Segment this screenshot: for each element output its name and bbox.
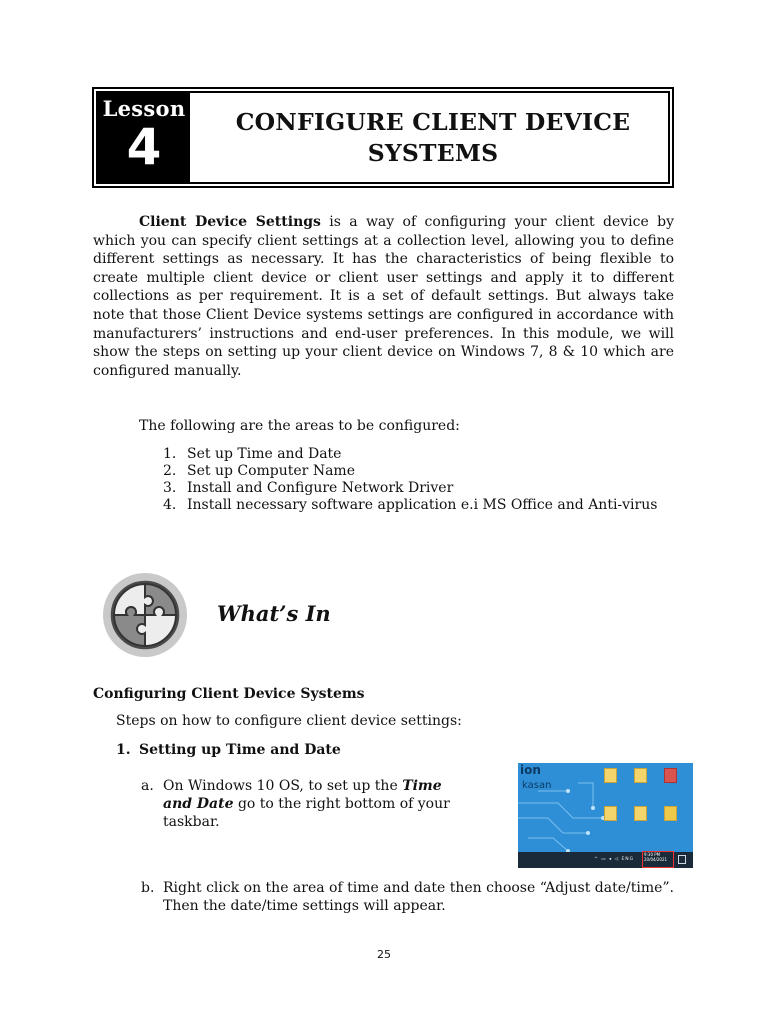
sub-step-a-text xyxy=(163,777,461,831)
notification-icon[interactable] xyxy=(678,855,686,864)
desktop-file-icon[interactable] xyxy=(604,806,617,821)
list-item-text: Install and Configure Network Driver xyxy=(187,480,454,496)
list-item xyxy=(139,446,674,463)
list-item-text: Set up Computer Name xyxy=(187,463,355,479)
lesson-title-line2: SYSTEMS xyxy=(367,138,499,167)
list-item-number: 4. xyxy=(163,497,177,513)
lesson-label: Lesson xyxy=(102,96,186,121)
sub-step-a xyxy=(141,777,461,831)
step-1-number: 1. xyxy=(116,742,131,758)
intro-bold-term: Client Device Settings xyxy=(139,214,321,230)
sub-step-b-mark: b. xyxy=(141,880,155,896)
list-item xyxy=(139,480,674,497)
list-item-text: Set up Time and Date xyxy=(187,446,342,462)
desktop-text-side: kasan xyxy=(522,780,552,791)
language-indicator[interactable]: ENG xyxy=(621,857,635,862)
list-item-number: 3. xyxy=(163,480,177,496)
sub-step-a-text-before: On Windows 10 OS, to set up the xyxy=(163,778,403,794)
clock-time: 9:30 PM xyxy=(644,852,661,857)
intro-paragraph xyxy=(93,213,674,380)
clock-highlight-box xyxy=(642,851,674,868)
list-item xyxy=(139,497,674,514)
whats-in-heading: What’s In xyxy=(217,601,331,626)
desktop-file-icon[interactable] xyxy=(634,768,647,783)
intro-text: is a way of configuring your client device by which you can specify client settings at a collection level, allowing you to define different settings as necessary. It has the characteristics of being flexible to create multiple client device or client user settings and apply it to different collections as per requirement. It is a set of default settings. But always take note that those Client Device systems settings are configured in accordance with manufacturers’ instructions and end-user preferences. In this module, we will show the steps on setting up your client device on Windows 7, 8 & 10 which are configured manually. xyxy=(93,214,674,379)
page-number: 25 xyxy=(377,948,391,961)
sub-step-a-text-after: go to the right bottom of your taskbar. xyxy=(163,796,450,830)
lesson-number-box xyxy=(98,93,190,182)
sub-step-b xyxy=(141,879,674,915)
areas-list xyxy=(139,446,674,514)
taskbar-screenshot xyxy=(518,763,693,868)
list-item-number: 2. xyxy=(163,463,177,479)
puzzle-icon xyxy=(99,572,191,658)
list-item xyxy=(139,463,674,480)
sub-step-a-mark: a. xyxy=(141,778,154,794)
desktop-file-icon[interactable] xyxy=(634,806,647,821)
steps-intro: Steps on how to configure client device settings: xyxy=(116,713,462,729)
clock-date: 20/04/2021 xyxy=(644,857,668,862)
section-heading: Configuring Client Device Systems xyxy=(93,686,365,702)
system-tray[interactable]: ^ ▭ ◂ ◁ ENG xyxy=(594,857,635,862)
step-1-heading xyxy=(116,742,341,758)
desktop-file-icon[interactable] xyxy=(664,768,677,783)
desktop-text-top: ion xyxy=(520,763,541,777)
sub-step-b-text: Right click on the area of time and date then choose “Adjust date/time”. Then the date/time settings will appear. xyxy=(163,880,674,914)
desktop-folder-icon[interactable] xyxy=(664,806,677,821)
desktop-file-icon[interactable] xyxy=(604,768,617,783)
areas-intro: The following are the areas to be configured: xyxy=(139,418,460,434)
lesson-number: 4 xyxy=(126,118,162,176)
lesson-title xyxy=(198,93,668,182)
sub-step-a-emphasis: Time and Date xyxy=(163,778,442,812)
step-1-label: Setting up Time and Date xyxy=(139,742,341,758)
list-item-text: Install necessary software application e.i MS Office and Anti-virus xyxy=(187,497,658,513)
lesson-title-line1: CONFIGURE CLIENT DEVICE xyxy=(235,107,631,136)
list-item-number: 1. xyxy=(163,446,177,462)
